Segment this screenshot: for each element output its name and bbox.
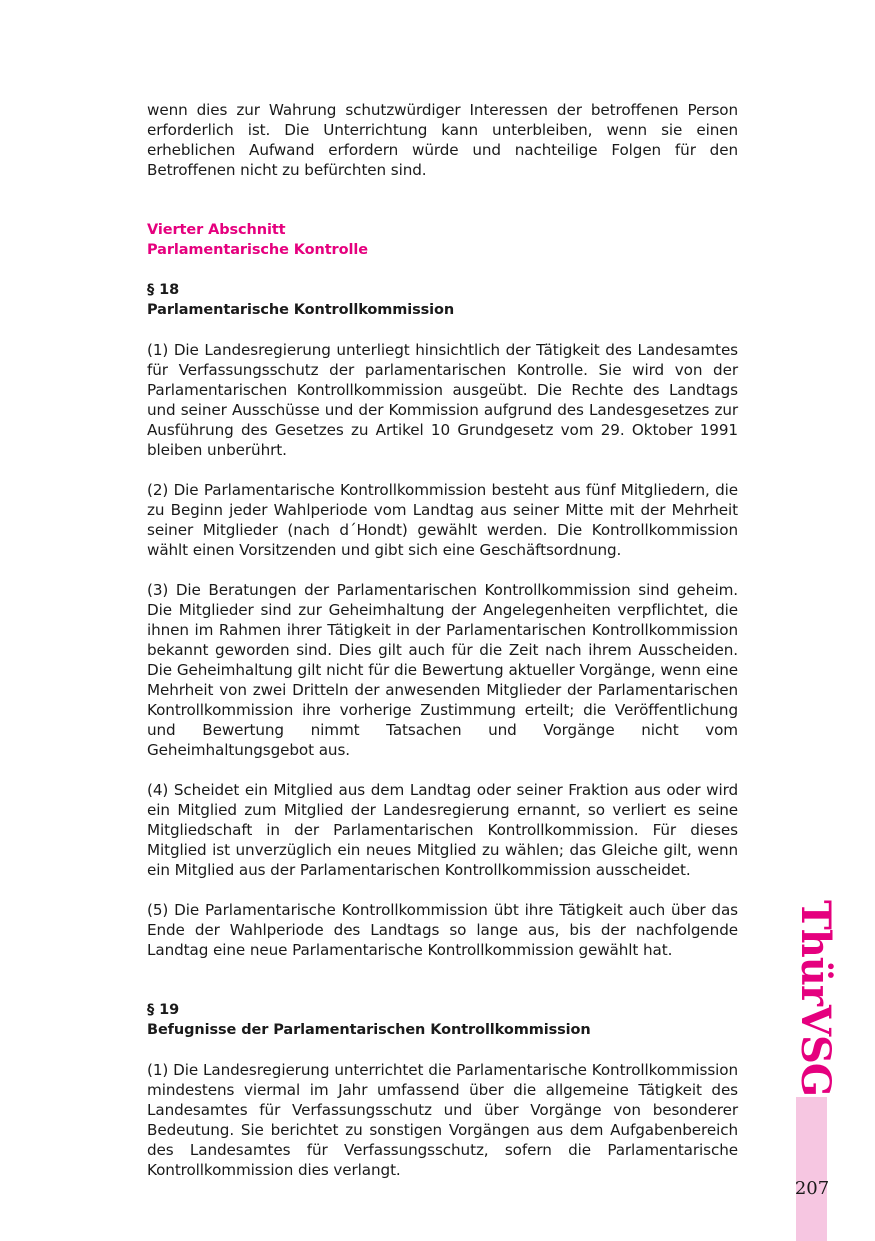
chapter-number: Vierter Abschnitt (147, 222, 286, 238)
side-title: ThürVSG (792, 900, 839, 1097)
section-18-number: § 18 (147, 282, 180, 298)
section-19-heading (147, 1000, 738, 1040)
section-18-paragraph-5: (5) Die Parlamentarische Kontrollkommission übt ihre Tätigkeit auch über das Ende der Wahlperiode des Landtags so lange aus, bis der nachfolgende Landtag eine neue Parlamentarische Kontrollkommission gewählt hat. (147, 901, 738, 959)
section-18-paragraph-2: (2) Die Parlamentarische Kontrollkommission besteht aus fünf Mitgliedern, die zu Beginn jeder Wahlperiode vom Landtag aus seiner Mitte mit der Mehrheit seiner Mitglieder (nach d´Hondt) gewählt werden. Die Kontrollkommission wählt einen Vorsitzenden und gibt sich eine Geschäftsordnung. (147, 481, 738, 559)
side-bar (796, 1097, 827, 1241)
page-number: 207 (794, 1178, 830, 1199)
section-18-paragraph-1: (1) Die Landesregierung unterliegt hinsichtlich der Tätigkeit des Landesamtes für Verfassungsschutz der parlamentarischen Kontrolle. Sie wird von der Parlamentarischen Kontrollkommission ausgeübt. Die Rechte des Landtags und seiner Ausschüsse und der Kommission aufgrund des Landesgesetzes zur Ausführung des Gesetzes zu Artikel 10 Grundgesetz vom 29. Oktober 1991 bleiben unberührt. (147, 341, 738, 459)
section-19-paragraph-1: (1) Die Landesregierung unterrichtet die Parlamentarische Kontrollkommission mindestens viermal im Jahr umfassend über die allgemeine Tätigkeit des Landesamtes für Verfassungsschutz und über Vorgänge von besonderer Bedeutung. Sie berichtet zu sonstigen Vorgängen aus dem Aufgabenbereich des Landesamtes für Verfassungsschutz, sofern die Parlamentarische Kontrollkommission dies verlangt. (147, 1061, 738, 1179)
chapter-heading (147, 220, 738, 260)
section-19-title: Befugnisse der Parlamentarischen Kontrollkommission (147, 1022, 591, 1038)
section-18-title: Parlamentarische Kontrollkommission (147, 302, 455, 318)
section-18-paragraph-4: (4) Scheidet ein Mitglied aus dem Landtag oder seiner Fraktion aus oder wird ein Mitglied zum Mitglied der Landesregierung ernannt, so verliert es seine Mitgliedschaft in der Parlamentarischen Kontrollkommission. Für dieses Mitglied ist unverzüglich ein neues Mitglied zu wählen; das Gleiche gilt, wenn ein Mitglied aus der Parlamentarischen Kontrollkommission ausscheidet. (147, 781, 738, 879)
section-19-number: § 19 (147, 1002, 180, 1018)
page-content (147, 100, 738, 1180)
chapter-title: Parlamentarische Kontrolle (147, 242, 368, 258)
intro-paragraph: wenn dies zur Wahrung schutzwürdiger Interessen der betroffenen Person erforderlich ist. Die Unterrichtung kann unterbleiben, wenn sie einen erheblichen Aufwand erfordern würde und nachteilige Folgen für den Betroffenen nicht zu befürchten sind. (147, 101, 738, 179)
section-18-paragraph-3: (3) Die Beratungen der Parlamentarischen Kontrollkommission sind geheim. Die Mitglieder sind zur Geheimhaltung der Angelegenheiten verpflichtet, die ihnen im Rahmen ihrer Tätigkeit in der Parlamentarischen Kontrollkommission bekannt geworden sind. Dies gilt auch für die Zeit nach ihrem Ausscheiden. Die Geheimhaltung gilt nicht für die Bewertung aktueller Vorgänge, wenn eine Mehrheit von zwei Dritteln der anwesenden Mitglieder der Parlamentarischen Kontrollkommission ihre vorherige Zustimmung erteilt; die Veröffentlichung und Bewertung nimmt Tatsachen und Vorgänge nicht vom Geheimhaltungsgebot aus. (147, 581, 738, 759)
section-18-heading (147, 280, 738, 320)
